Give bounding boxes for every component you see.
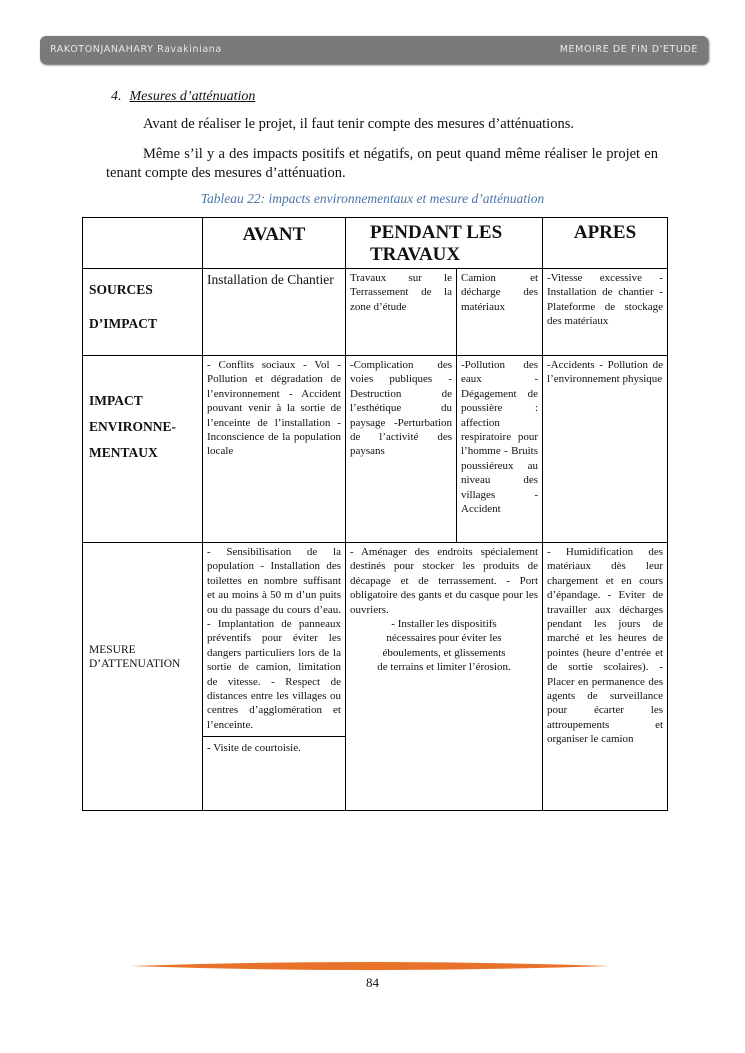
mesure-apres: - Humidification des matériaux dès leur chargement et en cours d’épandage. - Eviter de travailler aux décharges pendant les jours de marché et les heures de pointes (heure d’entrée et de sortie scolaires). - Placer en permanence des agents de surveillance pour écarter les attroupements et organiser le camion [543, 543, 668, 811]
header-doc-type: MEMOIRE DE FIN D'ETUDE [559, 44, 698, 55]
row-label-mesure-line-1: MESURE [89, 644, 136, 656]
row-label-sources-line-2: D’IMPACT [89, 316, 157, 331]
header-apres: APRES [543, 218, 668, 269]
sources-pendant-terrassement: Travaux sur le Terrassement de la zone d’étude [346, 269, 457, 356]
section-title: Mesures d’atténuation [129, 89, 256, 104]
mesure-avant-text: - Sensibilisation de la population - Installation des toilettes en nombre suffisant et au moins à 50 m d’un puits ou du passage du cours d’eau. - Implantation de panneaux préventifs pour éviter les dangers particuliers lors de la sortie de camion, limitation de vitesse. - Respect de distances entre les villages ou centres d’agglomération et l’enceinte. [207, 546, 341, 731]
page-number: 84 [366, 975, 379, 990]
footer-decorative-bar [130, 958, 610, 974]
section-heading [111, 89, 255, 105]
sources-avant: Installation de Chantier [203, 269, 346, 356]
header-author: RAKOTONJANAHARY Ravakiniana [50, 44, 222, 55]
header-avant: AVANT [203, 218, 346, 269]
row-label-sources [83, 269, 203, 356]
sources-pendant-camion: Camion et décharge des matériaux [457, 269, 543, 356]
row-label-impact [83, 356, 203, 543]
impact-pendant-camion: -Pollution des eaux - Dégagement de poussière : affection respiratoire pour l’homme - Bruits poussiéreux au niveau des villages - Accident [457, 356, 543, 543]
header-empty-cell [83, 218, 203, 269]
mesure-avant [203, 543, 346, 811]
impact-pendant-terrassement: -Complication des voies publiques - Destruction de l’esthétique du paysage -Perturbation de l’activité des paysans [346, 356, 457, 543]
table-row-sources [83, 269, 668, 356]
section-number: 4. [111, 89, 122, 104]
table-caption: Tableau 22: impacts environnementaux et mesure d’atténuation [200, 191, 545, 206]
impact-avant: - Conflits sociaux - Vol - Pollution et dégradation de l’environnement - Accident pouvant venir à la sortie de l’enceinte de l’installation - Inconscience de la population locale [203, 356, 346, 543]
row-label-impact-line-3: MENTAUX [89, 445, 158, 460]
mesure-pendant-text: - Aménager des endroits spécialement destinés pour stocker les produits de décapage et de terrassement. - Port obligatoire des gants et du casque pour les ouvriers. [350, 546, 539, 616]
header-pendant: PENDANT LES TRAVAUX [346, 218, 543, 269]
mesure-pendant-centered: - Installer les dispositifs nécessaires pour éviter les éboulements, et glissements de terrains et limiter l’érosion. [377, 618, 511, 674]
row-label-impact-line-1: IMPACT [89, 393, 143, 408]
mesure-avant-visite: - Visite de courtoisie. [203, 736, 345, 755]
row-label-impact-line-2: ENVIRONNE- [89, 419, 177, 434]
table-header-row [83, 218, 668, 269]
row-label-mesure-line-2: D’ATTENUATION [89, 658, 181, 670]
paragraph-2: Même s’il y a des impacts positifs et négatifs, on peut quand même réaliser le projet en tenant compte des mesures d’atténuation. [106, 146, 658, 181]
row-label-mesure [83, 543, 203, 811]
paragraph-1: Avant de réaliser le projet, il faut tenir compte des mesures d’atténuations. [143, 116, 574, 132]
impact-table [82, 217, 668, 811]
sources-apres: -Vitesse excessive -Installation de chantier -Plateforme de stockage des matériaux [543, 269, 668, 356]
running-header [40, 36, 708, 64]
row-label-sources-line-1: SOURCES [89, 282, 153, 297]
table-row-mesure [83, 543, 668, 811]
impact-apres: -Accidents - Pollution de l’environnement physique [543, 356, 668, 543]
table-row-impact [83, 356, 668, 543]
mesure-pendant [346, 543, 543, 811]
